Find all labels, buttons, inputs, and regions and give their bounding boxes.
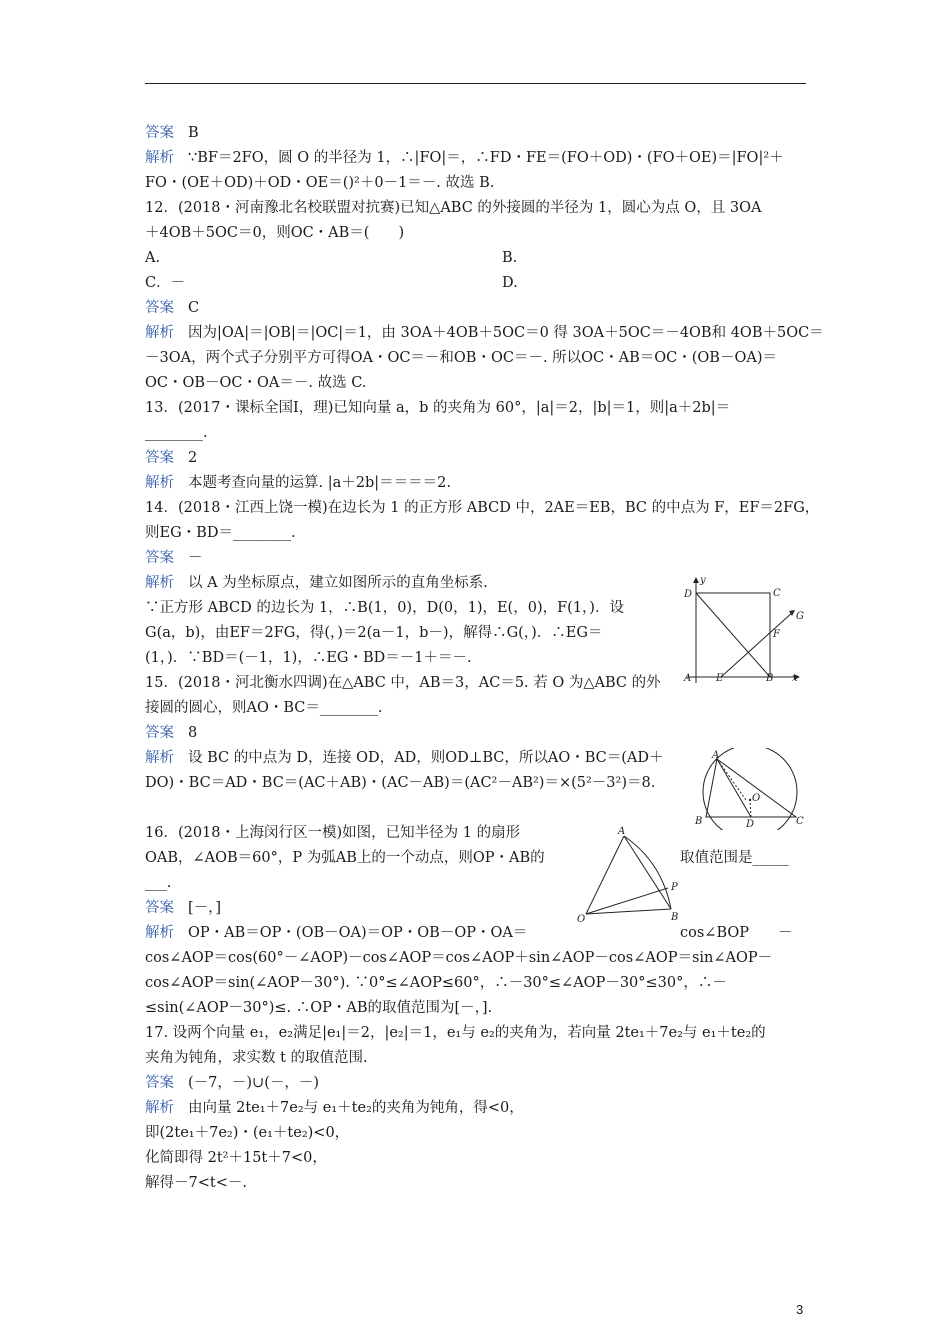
section-tag: 解析 — [145, 1100, 174, 1116]
line-text: ∵BF＝2FO，圆 O 的半径为 1，∴|FO|＝，∴FD・FE＝(FO＋OD)・(FO＋OE)＝|FO|²＋ — [188, 150, 784, 166]
text-line — [145, 949, 772, 967]
right-column-text: D. — [502, 275, 518, 291]
text-line — [145, 599, 624, 617]
section-tag: 答案 — [145, 1075, 174, 1091]
text-line — [145, 149, 784, 167]
line-text: ________. — [145, 425, 208, 441]
line-text: 14．(2018・江西上饶一模)在边长为 1 的正方形 ABCD 中，2AE＝EB，BC 的中点为 F，EF＝2FG， — [145, 500, 820, 516]
line-text: 2 — [188, 450, 198, 466]
fig2-label-c: C — [796, 816, 804, 827]
text-line — [145, 1074, 319, 1092]
text-line — [145, 749, 664, 767]
text-line — [145, 924, 527, 942]
line-text: － — [188, 550, 203, 566]
line-text: 12．(2018・河南豫北名校联盟对抗赛)已知△ABC 的外接圆的半径为 1，圆心为点 O，且 3OA — [145, 200, 762, 216]
section-tag: 解析 — [145, 925, 174, 941]
section-tag: 解析 — [145, 325, 174, 341]
line-text: 夹角为钝角，求实数 t 的取值范围. — [145, 1050, 368, 1066]
text-line — [145, 1174, 247, 1192]
text-line — [145, 849, 545, 867]
fig1-label-x: x — [792, 673, 798, 684]
line-text: (1，)．∵BD＝(－1，1)，∴EG・BD＝－1＋＝－. — [145, 650, 472, 666]
line-text: －3OA，两个式子分别平方可得OA・OC＝－和OB・OC＝－. 所以OC・AB＝OC・(OB－OA)＝ — [145, 350, 777, 366]
circumcircle-figure — [690, 748, 810, 830]
fig3-label-b: B — [671, 912, 679, 923]
fig1-label-b: B — [766, 673, 774, 684]
line-text: OC・OB－OC・OA＝－. 故选 C. — [145, 375, 367, 391]
text-line — [145, 724, 197, 742]
text-line — [145, 174, 494, 192]
line-text: 则EG・BD＝________. — [145, 525, 296, 541]
text-line — [145, 699, 383, 717]
fig3-label-a: A — [618, 826, 626, 837]
line-text: ≤sin(∠AOP－30°)≤. ∴OP・AB的取值范围为[－，]. — [145, 1000, 493, 1016]
line-text: OAB，∠AOB＝60°，P 为弧AB上的一个动点，则OP・AB的 — [145, 850, 545, 866]
line-text: ＋4OB＋5OC＝0，则OC・AB＝( ) — [145, 225, 405, 241]
text-line — [145, 999, 492, 1017]
line-text: A. — [145, 250, 161, 266]
line-text: [－，] — [188, 900, 222, 916]
line-text: 解得－7<t<－. — [145, 1175, 247, 1191]
square-coordinate-figure — [676, 573, 806, 688]
text-line — [145, 874, 171, 892]
text-line — [145, 574, 488, 592]
section-tag: 答案 — [145, 450, 174, 466]
section-tag: 答案 — [145, 900, 174, 916]
section-tag: 答案 — [145, 125, 174, 141]
text-line — [145, 499, 819, 517]
text-line — [145, 774, 655, 792]
text-line — [145, 1024, 766, 1042]
text-line — [145, 1099, 524, 1117]
text-line — [145, 674, 661, 692]
section-tag: 解析 — [145, 150, 174, 166]
line-text: ___. — [145, 875, 172, 891]
fig3-label-o: O — [577, 914, 586, 924]
text-line — [145, 299, 199, 317]
text-line — [145, 449, 197, 467]
text-line — [145, 224, 404, 242]
text-line — [145, 249, 160, 267]
line-text: 17. 设两个向量 e₁，e₂满足|e₁|＝2，|e₂|＝1，e₁与 e₂的夹角为，若向量 2te₁＋7e₂与 e₁＋te₂的 — [145, 1025, 766, 1041]
line-text: cos∠AOP＝cos(60°－∠AOP)－cos∠AOP＝cos∠AOP＋sin∠AOP－cos∠AOP＝sin∠AOP－ — [145, 950, 773, 966]
section-tag: 答案 — [145, 725, 174, 741]
text-line — [145, 524, 296, 542]
fig2-label-d: D — [746, 819, 755, 830]
text-line — [145, 474, 451, 492]
fig2-label-b: B — [695, 816, 703, 827]
line-text: 即(2te₁＋7e₂)・(e₁＋te₂)<0， — [145, 1125, 350, 1141]
line-text: C．－ — [145, 275, 186, 291]
section-tag: 解析 — [145, 475, 174, 491]
section-tag: 答案 — [145, 550, 174, 566]
text-line — [145, 1124, 349, 1142]
text-line — [145, 824, 520, 842]
text-line — [145, 199, 761, 217]
header-rule — [145, 83, 806, 84]
fig1-label-g: G — [796, 611, 804, 622]
line-text: 以 A 为坐标原点，建立如图所示的直角坐标系. — [188, 575, 488, 591]
line-text: cos∠AOP＝sin(∠AOP－30°). ∵0°≤∠AOP≤60°，∴－30°≤∠AOP－30°≤30°，∴－ — [145, 975, 727, 991]
sector-figure — [574, 824, 684, 924]
line-text: 本题考查向量的运算. |a＋2b|＝＝＝＝2. — [188, 475, 451, 491]
text-line — [145, 549, 203, 567]
line-text: B — [188, 125, 199, 141]
text-line — [145, 349, 777, 367]
text-line — [145, 1149, 327, 1167]
text-line — [145, 324, 824, 342]
fig1-label-c: C — [773, 588, 781, 599]
text-line — [145, 424, 208, 442]
fig2-label-o: O — [752, 793, 761, 804]
line-text: 15．(2018・河北衡水四调)在△ABC 中，AB＝3，AC＝5. 若 O 为△ABC 的外 — [145, 675, 661, 691]
text-line — [145, 649, 472, 667]
text-line — [145, 399, 730, 417]
text-line — [145, 374, 366, 392]
page-number: 3 — [796, 1302, 804, 1317]
right-column-text: B. — [502, 250, 518, 266]
text-line — [145, 124, 199, 142]
fig1-label-y: y — [700, 575, 706, 586]
text-line — [145, 899, 221, 917]
line-text: C — [188, 300, 200, 316]
line-text: 13．(2017・课标全国Ⅰ，理)已知向量 a，b 的夹角为 60°，|a|＝2，|b|＝1，则|a＋2b|＝ — [145, 400, 731, 416]
line-text: OP・AB＝OP・(OB－OA)＝OP・OB－OP・OA＝ — [188, 925, 528, 941]
line-text: G(a，b)，由EF＝2FG，得(，)＝2(a－1，b－)，解得∴G(，)．∴EG＝ — [145, 625, 603, 641]
line-text: (－7，－)∪(－，－) — [188, 1075, 320, 1091]
line-text: 设 BC 的中点为 D，连接 OD，AD，则OD⊥BC，所以AO・BC＝(AD＋ — [188, 750, 664, 766]
line-text: 接圆的圆心，则AO・BC＝________. — [145, 700, 383, 716]
section-tag: 解析 — [145, 575, 174, 591]
fig1-label-d: D — [684, 589, 693, 600]
fig1-label-a: A — [684, 673, 692, 684]
line-text: 8 — [188, 725, 198, 741]
text-line — [145, 624, 602, 642]
right-column-text: 取值范围是_____ — [680, 850, 789, 866]
text-line — [145, 1049, 368, 1067]
fig2-label-a: A — [712, 750, 720, 761]
line-text: ∵正方形 ABCD 的边长为 1，∴B(1，0)，D(0，1)，E(，0)，F(1，)．设 — [145, 600, 624, 616]
line-text: FO・(OE＋OD)＋OD・OE＝()²＋0－1＝－. 故选 B. — [145, 175, 495, 191]
line-text: 由向量 2te₁＋7e₂与 e₁＋te₂的夹角为钝角，得<0， — [188, 1100, 524, 1116]
fig1-label-e: E — [716, 673, 724, 684]
text-line — [145, 274, 185, 292]
fig1-label-f: F — [773, 629, 780, 640]
text-line — [145, 974, 727, 992]
line-text: DO)・BC＝AD・BC＝(AC＋AB)・(AC－AB)＝(AC²－AB²)＝×(5²－3²)＝8. — [145, 775, 656, 791]
line-text: 因为|OA|＝|OB|＝|OC|＝1，由 3OA＋4OB＋5OC＝0 得 3OA＋5OC＝－4OB和 4OB＋5OC＝ — [188, 325, 824, 341]
line-text: 化简即得 2t²＋15t＋7<0， — [145, 1150, 327, 1166]
fig3-label-p: P — [671, 882, 678, 893]
right-column-text: cos∠BOP － — [680, 925, 793, 941]
section-tag: 答案 — [145, 300, 174, 316]
section-tag: 解析 — [145, 750, 174, 766]
line-text: 16．(2018・上海闵行区一模)如图，已知半径为 1 的扇形 — [145, 825, 521, 841]
